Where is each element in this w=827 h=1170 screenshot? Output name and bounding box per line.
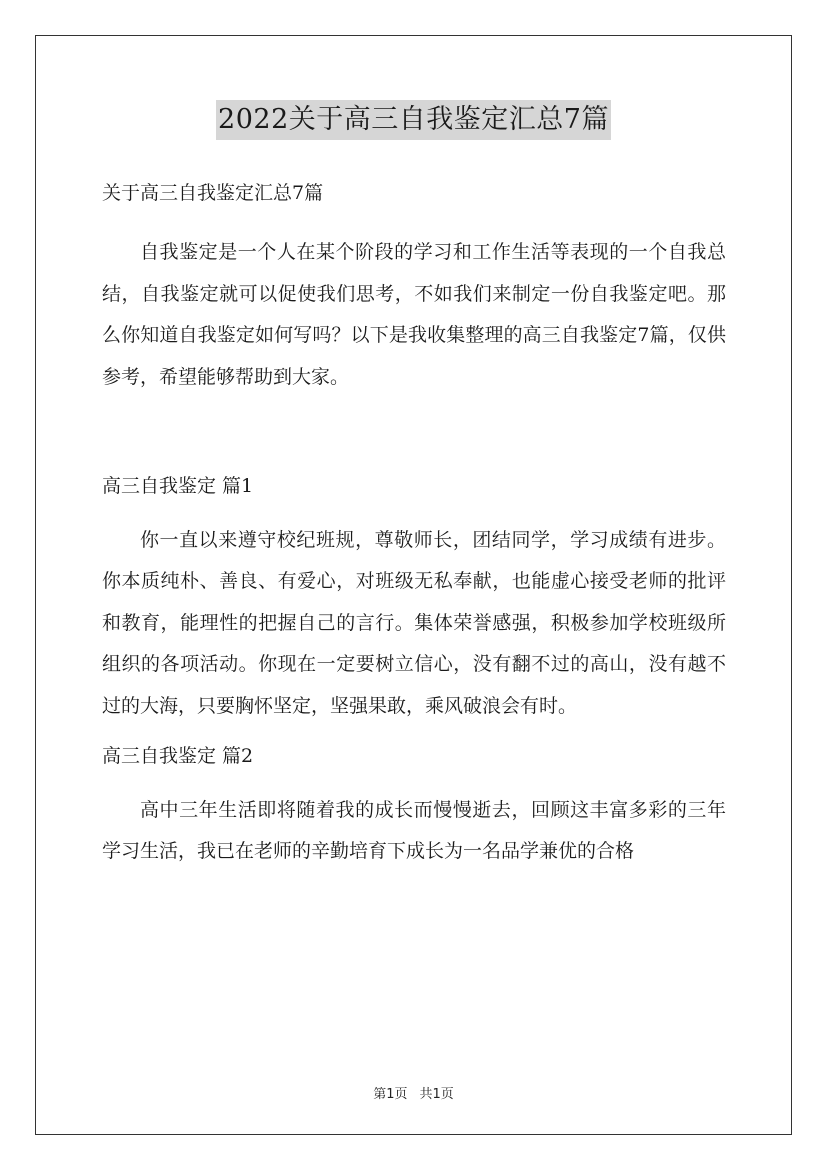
section-heading-2: 高三自我鉴定 篇2 xyxy=(102,745,254,767)
section-body-1: 你一直以来遵守校纪班规，尊敬师长，团结同学，学习成绩有进步。你本质纯朴、善良、有爱心，对班级无私奉献，也能虚心接受老师的批评和教育，能理性的把握自己的言行。集体荣誉感强，积极参加学校班级所组织的各项活动。你现在一定要树立信心，没有翻不过的高山，没有越不过的大海，只要胸怀坚定，坚强果敢，乘风破浪会有时。 xyxy=(102,528,726,717)
paragraph-gap xyxy=(102,398,726,466)
page-number: 第1页 xyxy=(373,1087,408,1102)
document-title: 2022关于高三自我鉴定汇总7篇 xyxy=(216,100,611,140)
section-body-2: 高中三年生活即将随着我的成长而慢慢逝去，回顾这丰富多彩的三年学习生活，我已在老师的辛勤培育下成长为一名品学兼优的合格 xyxy=(102,798,726,862)
document-body xyxy=(102,171,726,873)
page-total: 共1页 xyxy=(419,1087,454,1102)
intro-paragraph: 自我鉴定是一个人在某个阶段的学习和工作生活等表现的一个自我总结，自我鉴定就可以促使我们思考，不如我们来制定一份自我鉴定吧。那么你知道自我鉴定如何写吗？以下是我收集整理的高三自我鉴定7篇，仅供参考，希望能够帮助到大家。 xyxy=(102,241,726,388)
section-heading-1: 高三自我鉴定 篇1 xyxy=(102,475,254,497)
page-footer xyxy=(0,1083,827,1102)
title-container xyxy=(0,100,827,140)
document-subtitle: 关于高三自我鉴定汇总7篇 xyxy=(102,182,324,204)
